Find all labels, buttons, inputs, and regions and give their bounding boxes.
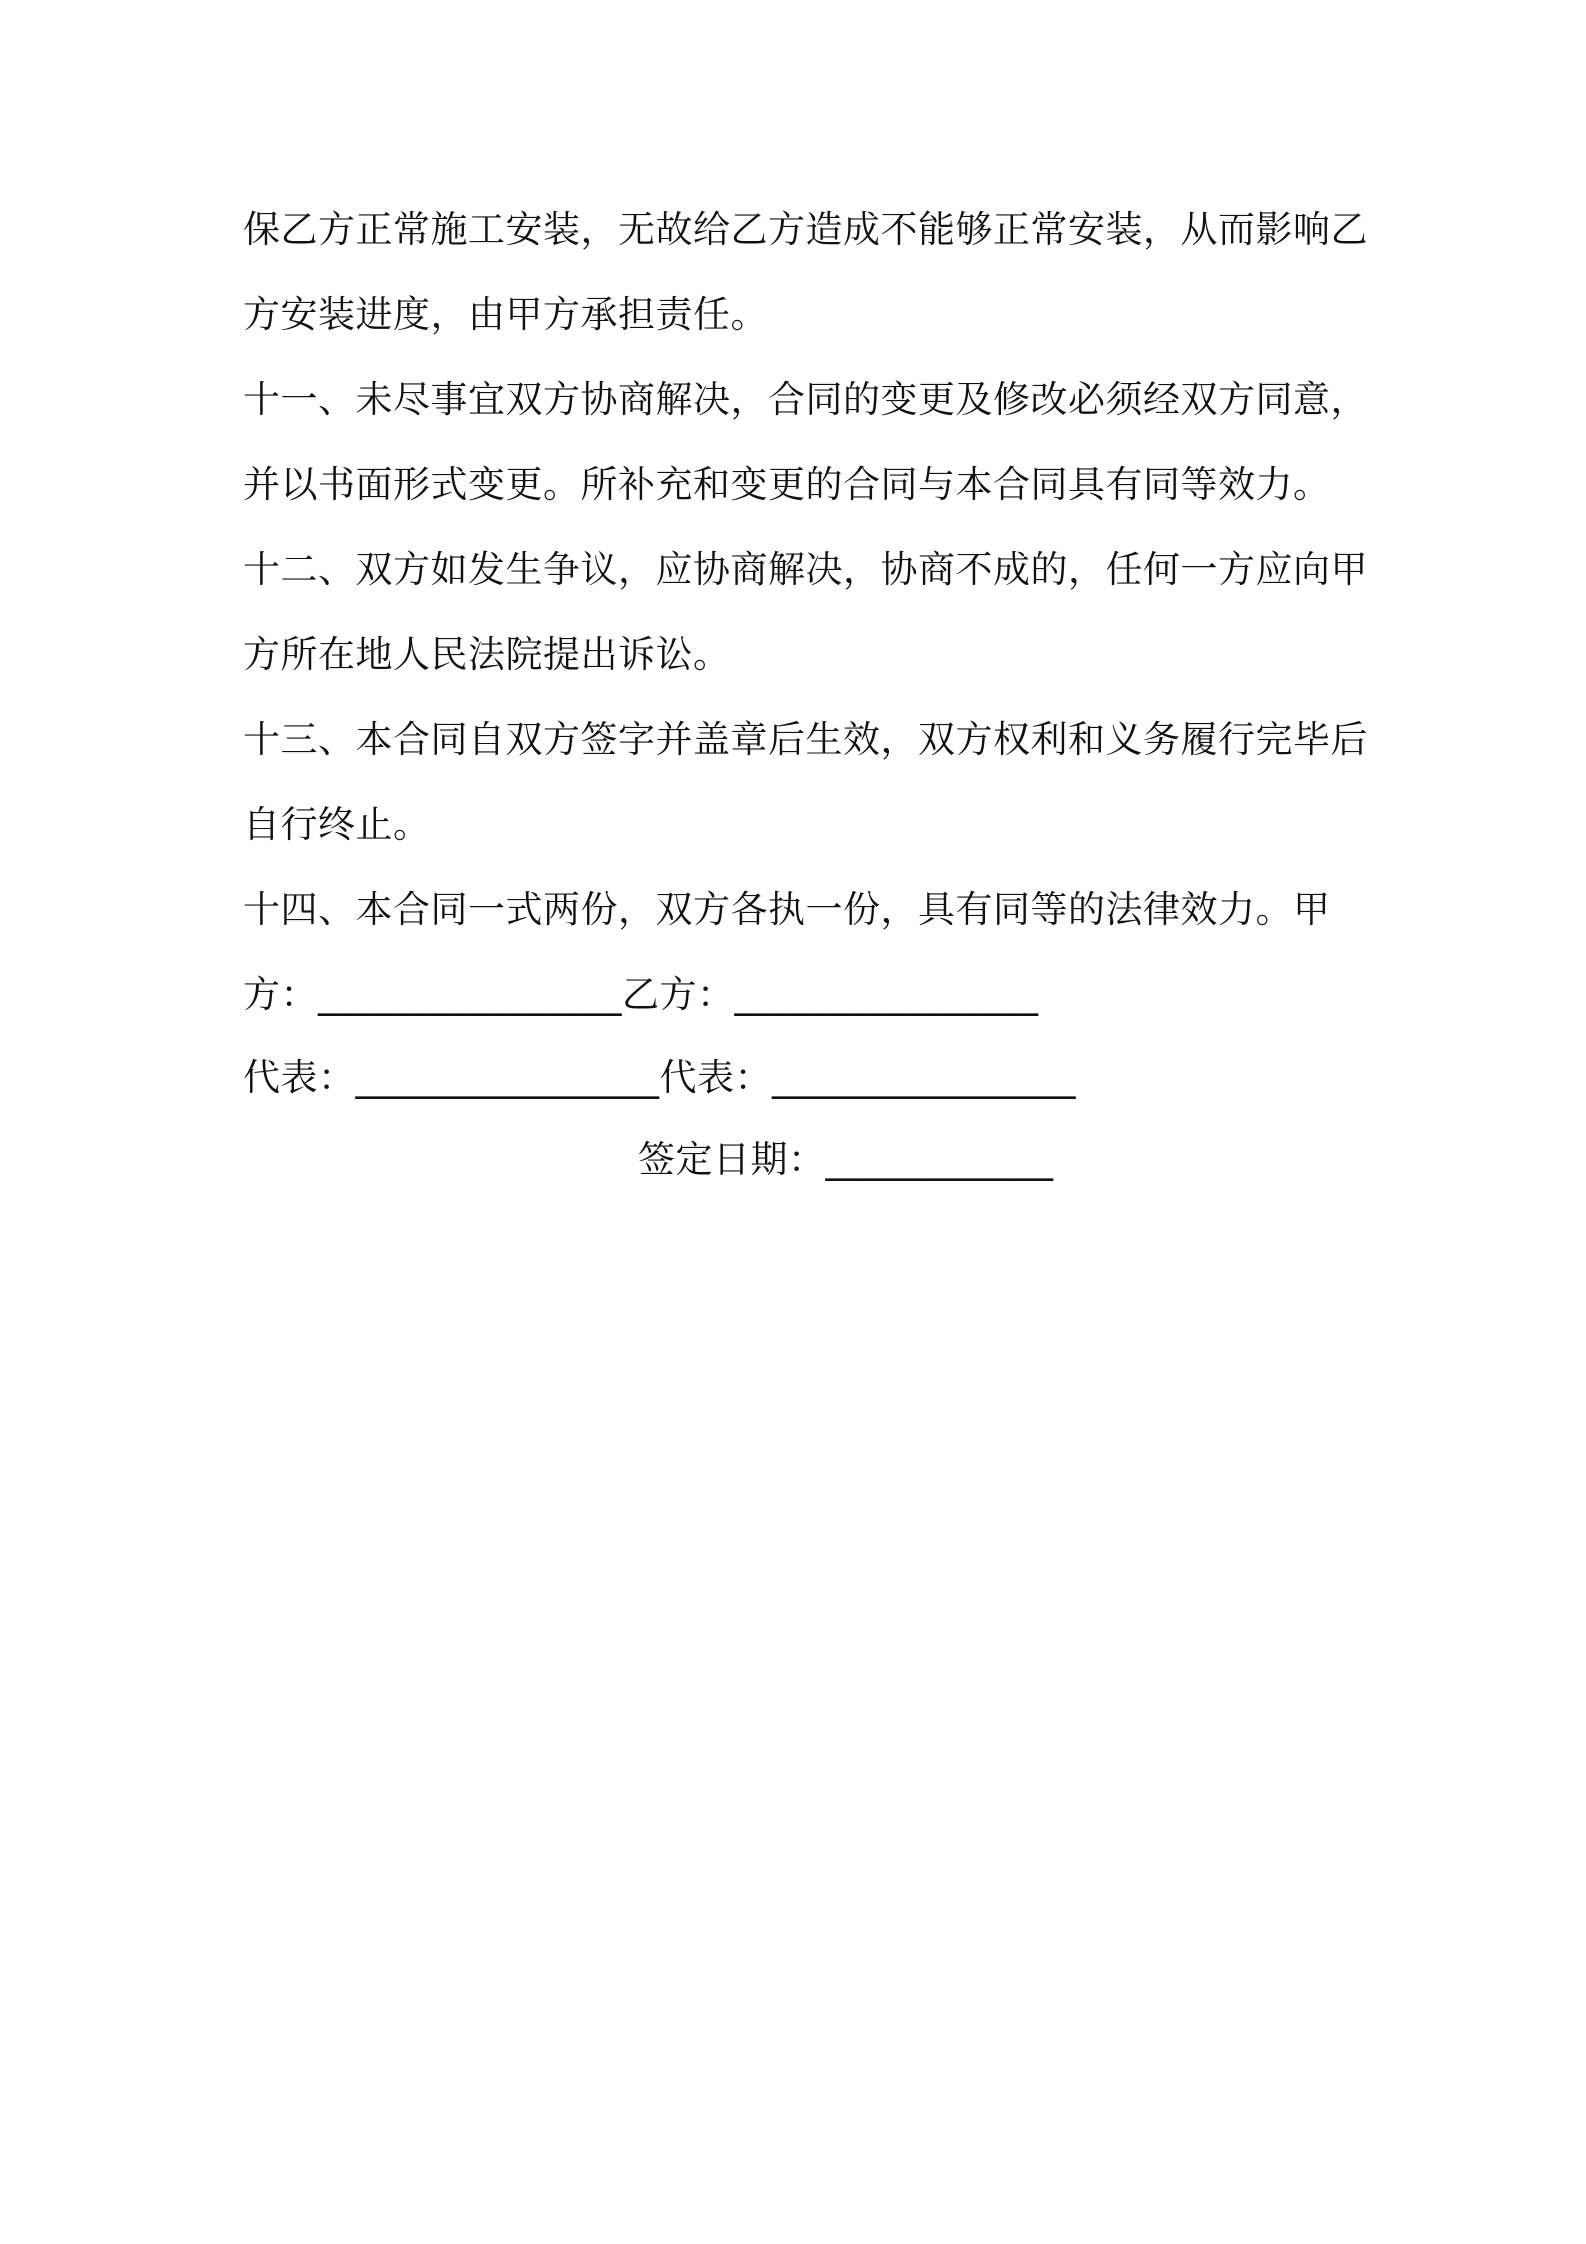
body-line-1: 保乙方正常施工安装，无故给乙方造成不能够正常安装，从而影响乙	[243, 208, 1368, 251]
body-line-2: 方安装进度，由甲方承担责任。	[243, 293, 768, 336]
clause-11-line-2: 并以书面形式变更。所补充和变更的合同与本合同具有同等效力。	[243, 463, 1331, 506]
sign-date-line: 签定日期：____________	[638, 1138, 1054, 1181]
clause-14-line-1: 十四、本合同一式两份，双方各执一份，具有同等的法律效力。甲	[243, 888, 1331, 931]
party-signature-line: 方：________________乙方：________________	[243, 973, 1039, 1016]
representative-signature-line: 代表：________________代表：________________	[243, 1056, 1076, 1099]
clause-13-line-1: 十三、本合同自双方签字并盖章后生效，双方权利和义务履行完毕后	[243, 718, 1368, 761]
clause-13-line-2: 自行终止。	[243, 803, 431, 846]
clause-12-line-2: 方所在地人民法院提出诉讼。	[243, 633, 731, 676]
clause-11-line-1: 十一、未尽事宜双方协商解决，合同的变更及修改必须经双方同意，	[243, 378, 1368, 421]
clause-12-line-1: 十二、双方如发生争议，应协商解决，协商不成的，任何一方应向甲	[243, 548, 1368, 591]
